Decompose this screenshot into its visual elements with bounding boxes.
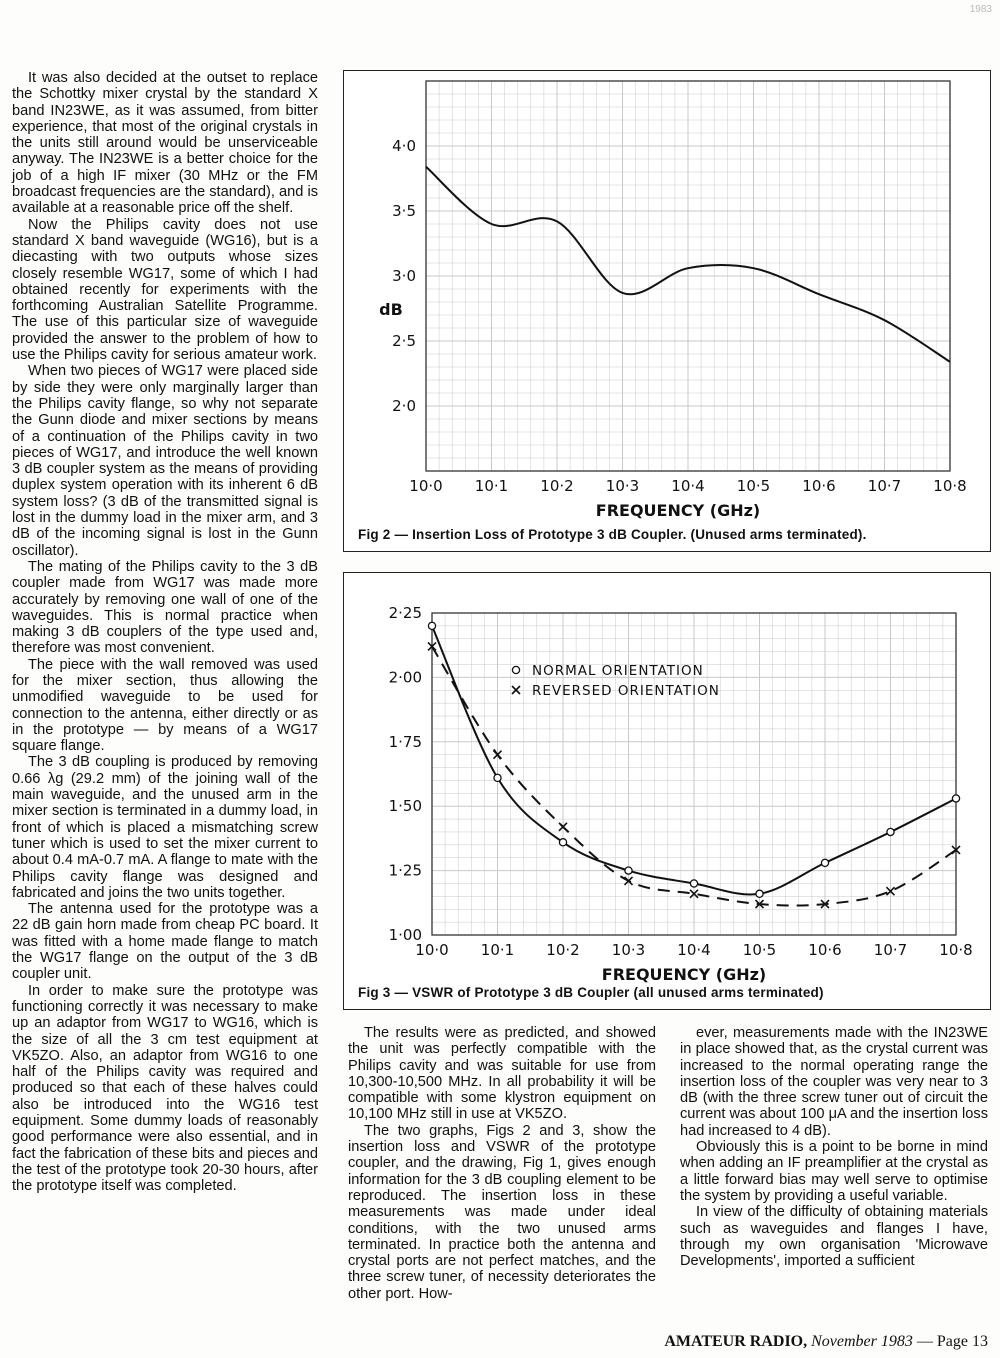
paragraph: The 3 dB coupling is produced by removing 0.66 λg (29.2 mm) of the joining wall of the main waveguide, and the unused arm in the mixer section is terminated in a dummy load, in front of which is placed a mismatching screw tuner which is used to set the mixer current to about 0.4 mA-0.7 mA. A flange to mate with the Philips cavity flange was designed and fabricated and joins the two units together.	[12, 754, 318, 901]
data-point	[494, 774, 501, 781]
y-tick-label: 2·5	[392, 332, 416, 350]
x-tick-label: 10·0	[415, 941, 449, 959]
x-tick-label: 10·1	[474, 477, 509, 495]
footer-page: — Page 13	[916, 1333, 988, 1350]
x-axis-label: FREQUENCY (GHz)	[601, 965, 767, 984]
paragraph: It was also decided at the outset to replace the Schottky mixer crystal by the standard X band IN23WE, as it was assumed, from bitter experience, that most of the original crystals in the units still around would be unserviceable anyway. The IN23WE is a better choice for the job of a high IF mixer (30 MHz or the FM broadcast frequencies are the standard), and is available at a reasonable price off the shelf.	[12, 70, 318, 217]
x-tick-label: 10·8	[939, 941, 973, 959]
paragraph: The piece with the wall removed was used for the mixer section, thus allowing the unmodified waveguide to be used for connection to the antenna, either directly or as in the prototype — by means of a WG17 square flange.	[12, 656, 318, 755]
plot-area	[389, 604, 973, 984]
data-point	[559, 839, 566, 846]
x-tick-label: 10·6	[808, 941, 842, 959]
y-axis-label: dB	[379, 300, 403, 319]
data-point	[428, 622, 435, 629]
article-column-1	[12, 70, 318, 1194]
x-tick-label: 10·4	[677, 941, 711, 959]
paragraph: The results were as predicted, and showed the unit was perfectly compatible with the Philips cavity and was suitable for use from 10,300-10,500 MHz. In all probability it will be compatible with some klystron equipment on 10,100 MHz still in use at VK5ZO.	[348, 1025, 656, 1123]
y-tick-label: 2·25	[388, 604, 422, 622]
legend-label: REVERSED ORIENTATION	[532, 683, 720, 699]
x-tick-label: 10·0	[409, 477, 443, 495]
x-tick-label: 10·2	[546, 941, 580, 959]
paragraph: Now the Philips cavity does not use standard X band waveguide (WG16), but is a diecasting with two outputs whose sizes closely resemble WG17, some of which I had obtained recently for experiments with the forthcoming Australian Satellite Programme. The use of this particular size of waveguide provided the answer to the problem of how to use the Philips cavity for serious amateur work.	[12, 216, 318, 364]
data-point	[952, 795, 959, 802]
x-tick-label: 10·6	[802, 477, 836, 495]
y-tick-label: 4·0	[392, 137, 416, 155]
x-tick-label: 10·8	[933, 477, 967, 495]
legend-label: NORMAL ORIENTATION	[532, 663, 704, 679]
fig2-panel	[343, 70, 991, 552]
paragraph: In order to make sure the prototype was functioning correctly it was necessary to make up an adaptor from WG17 to WG16, which is the size of all the 3 cm test equipment at VK5ZO. Also, an adaptor from WG16 to one half of the Philips cavity was required and produced so that each of these halves could also be introduced into the WG16 test equipment. Some dummy loads of reasonably good performance were also essential, and in fact the fabrication of these bits and pieces and the test of the prototype took 20-30 hours, after the prototype itself was completed.	[12, 982, 318, 1195]
fig3-caption: Fig 3 — VSWR of Prototype 3 dB Coupler (all unused arms terminated)	[358, 985, 824, 1000]
paragraph: Obviously this is a point to be borne in mind when adding an IF preamplifier at the crystal as a little forward bias may well serve to optimise the system by providing a useful variable.	[680, 1139, 988, 1204]
x-tick-label: 10·2	[540, 477, 574, 495]
paragraph: The antenna used for the prototype was a 22 dB gain horn made from cheap PC board. It was fitted with a home made flange to match the WG17 flange on the output of the 3 dB coupler unit.	[12, 901, 318, 983]
data-point	[690, 880, 697, 887]
article-column-2	[348, 1025, 656, 1302]
x-tick-label: 10·3	[605, 477, 640, 495]
x-tick-label: 10·7	[873, 941, 908, 959]
y-tick-label: 1·75	[388, 732, 422, 751]
footer-magazine: AMATEUR RADIO,	[664, 1333, 808, 1350]
y-tick-label: 2·00	[388, 668, 422, 687]
x-tick-label: 10·1	[480, 941, 515, 959]
fig2-caption: Fig 2 — Insertion Loss of Prototype 3 dB Coupler. (Unused arms terminated).	[358, 527, 867, 542]
x-tick-label: 10·4	[671, 477, 705, 495]
data-point	[756, 890, 763, 897]
footer-date: November 1983	[811, 1333, 913, 1350]
data-point	[625, 867, 632, 874]
plot-area	[379, 81, 967, 520]
fig3-panel	[343, 572, 991, 1010]
y-tick-label: 2·0	[392, 397, 416, 415]
y-tick-label: 1·00	[388, 926, 422, 944]
paragraph: The mating of the Philips cavity to the 3 dB coupler made from WG17 was made more accurately by removing one wall of one of the waveguides. This is normal practice when making 3 dB couplers of the type used and, therefore was most convenient.	[12, 558, 318, 657]
x-tick-label: 10·3	[611, 941, 646, 959]
y-tick-label: 1·25	[388, 861, 422, 880]
fig3-chart	[344, 573, 990, 1009]
paragraph: When two pieces of WG17 were placed side by side they were only marginally larger than the Philips cavity flange, so why not separate the Gunn diode and mixer sections by means of a continuation of the Philips cavity in two pieces of WG17, and introduce the well known 3 dB coupler system as the means of providing duplex system operation with its inherent 6 dB system loss? (3 dB of the transmitted signal is lost in the dummy load in the mixer arm, and 3 dB of the incoming signal is lost in the Gunn oscillator).	[12, 363, 318, 559]
y-tick-label: 1·50	[388, 797, 422, 816]
x-tick-label: 10·5	[736, 477, 771, 495]
paragraph: ever, measurements made with the IN23WE in place showed that, as the crystal current was increased to the normal operating range the insertion loss of the coupler was very near to 3 dB (with the three screw tuner out of circuit the current was about 100 μA and the insertion loss had increased to 4 dB).	[680, 1025, 988, 1139]
x-tick-label: 10·7	[867, 477, 902, 495]
grid	[426, 81, 950, 471]
y-tick-label: 3·5	[392, 202, 416, 220]
y-tick-label: 3·0	[392, 267, 416, 285]
paragraph: The two graphs, Figs 2 and 3, show the insertion loss and VSWR of the prototype coupler, and the drawing, Fig 1, gives enough information for the 3 dB coupling element to be reproduced. The insertion loss in these measurements was made under ideal conditions, with the two unused arms terminated. In practice both the antenna and crystal ports are not perfect matches, and the three screw tuner, of necessity deteriorates the other port. How-	[348, 1122, 656, 1302]
x-tick-label: 10·5	[742, 941, 777, 959]
x-axis-label: FREQUENCY (GHz)	[595, 501, 761, 520]
article-column-3	[680, 1025, 988, 1269]
fig2-chart	[344, 71, 990, 551]
corner-mark: 1983	[969, 4, 992, 15]
paragraph: In view of the difficulty of obtaining materials such as waveguides and flanges I have, through my own organisation 'Microwave Developments', imported a sufficient	[680, 1204, 988, 1270]
legend-marker-icon	[512, 666, 519, 673]
legend-marker-icon	[512, 686, 520, 694]
data-point	[821, 859, 828, 866]
data-point	[887, 828, 894, 835]
page-footer	[664, 1333, 988, 1351]
